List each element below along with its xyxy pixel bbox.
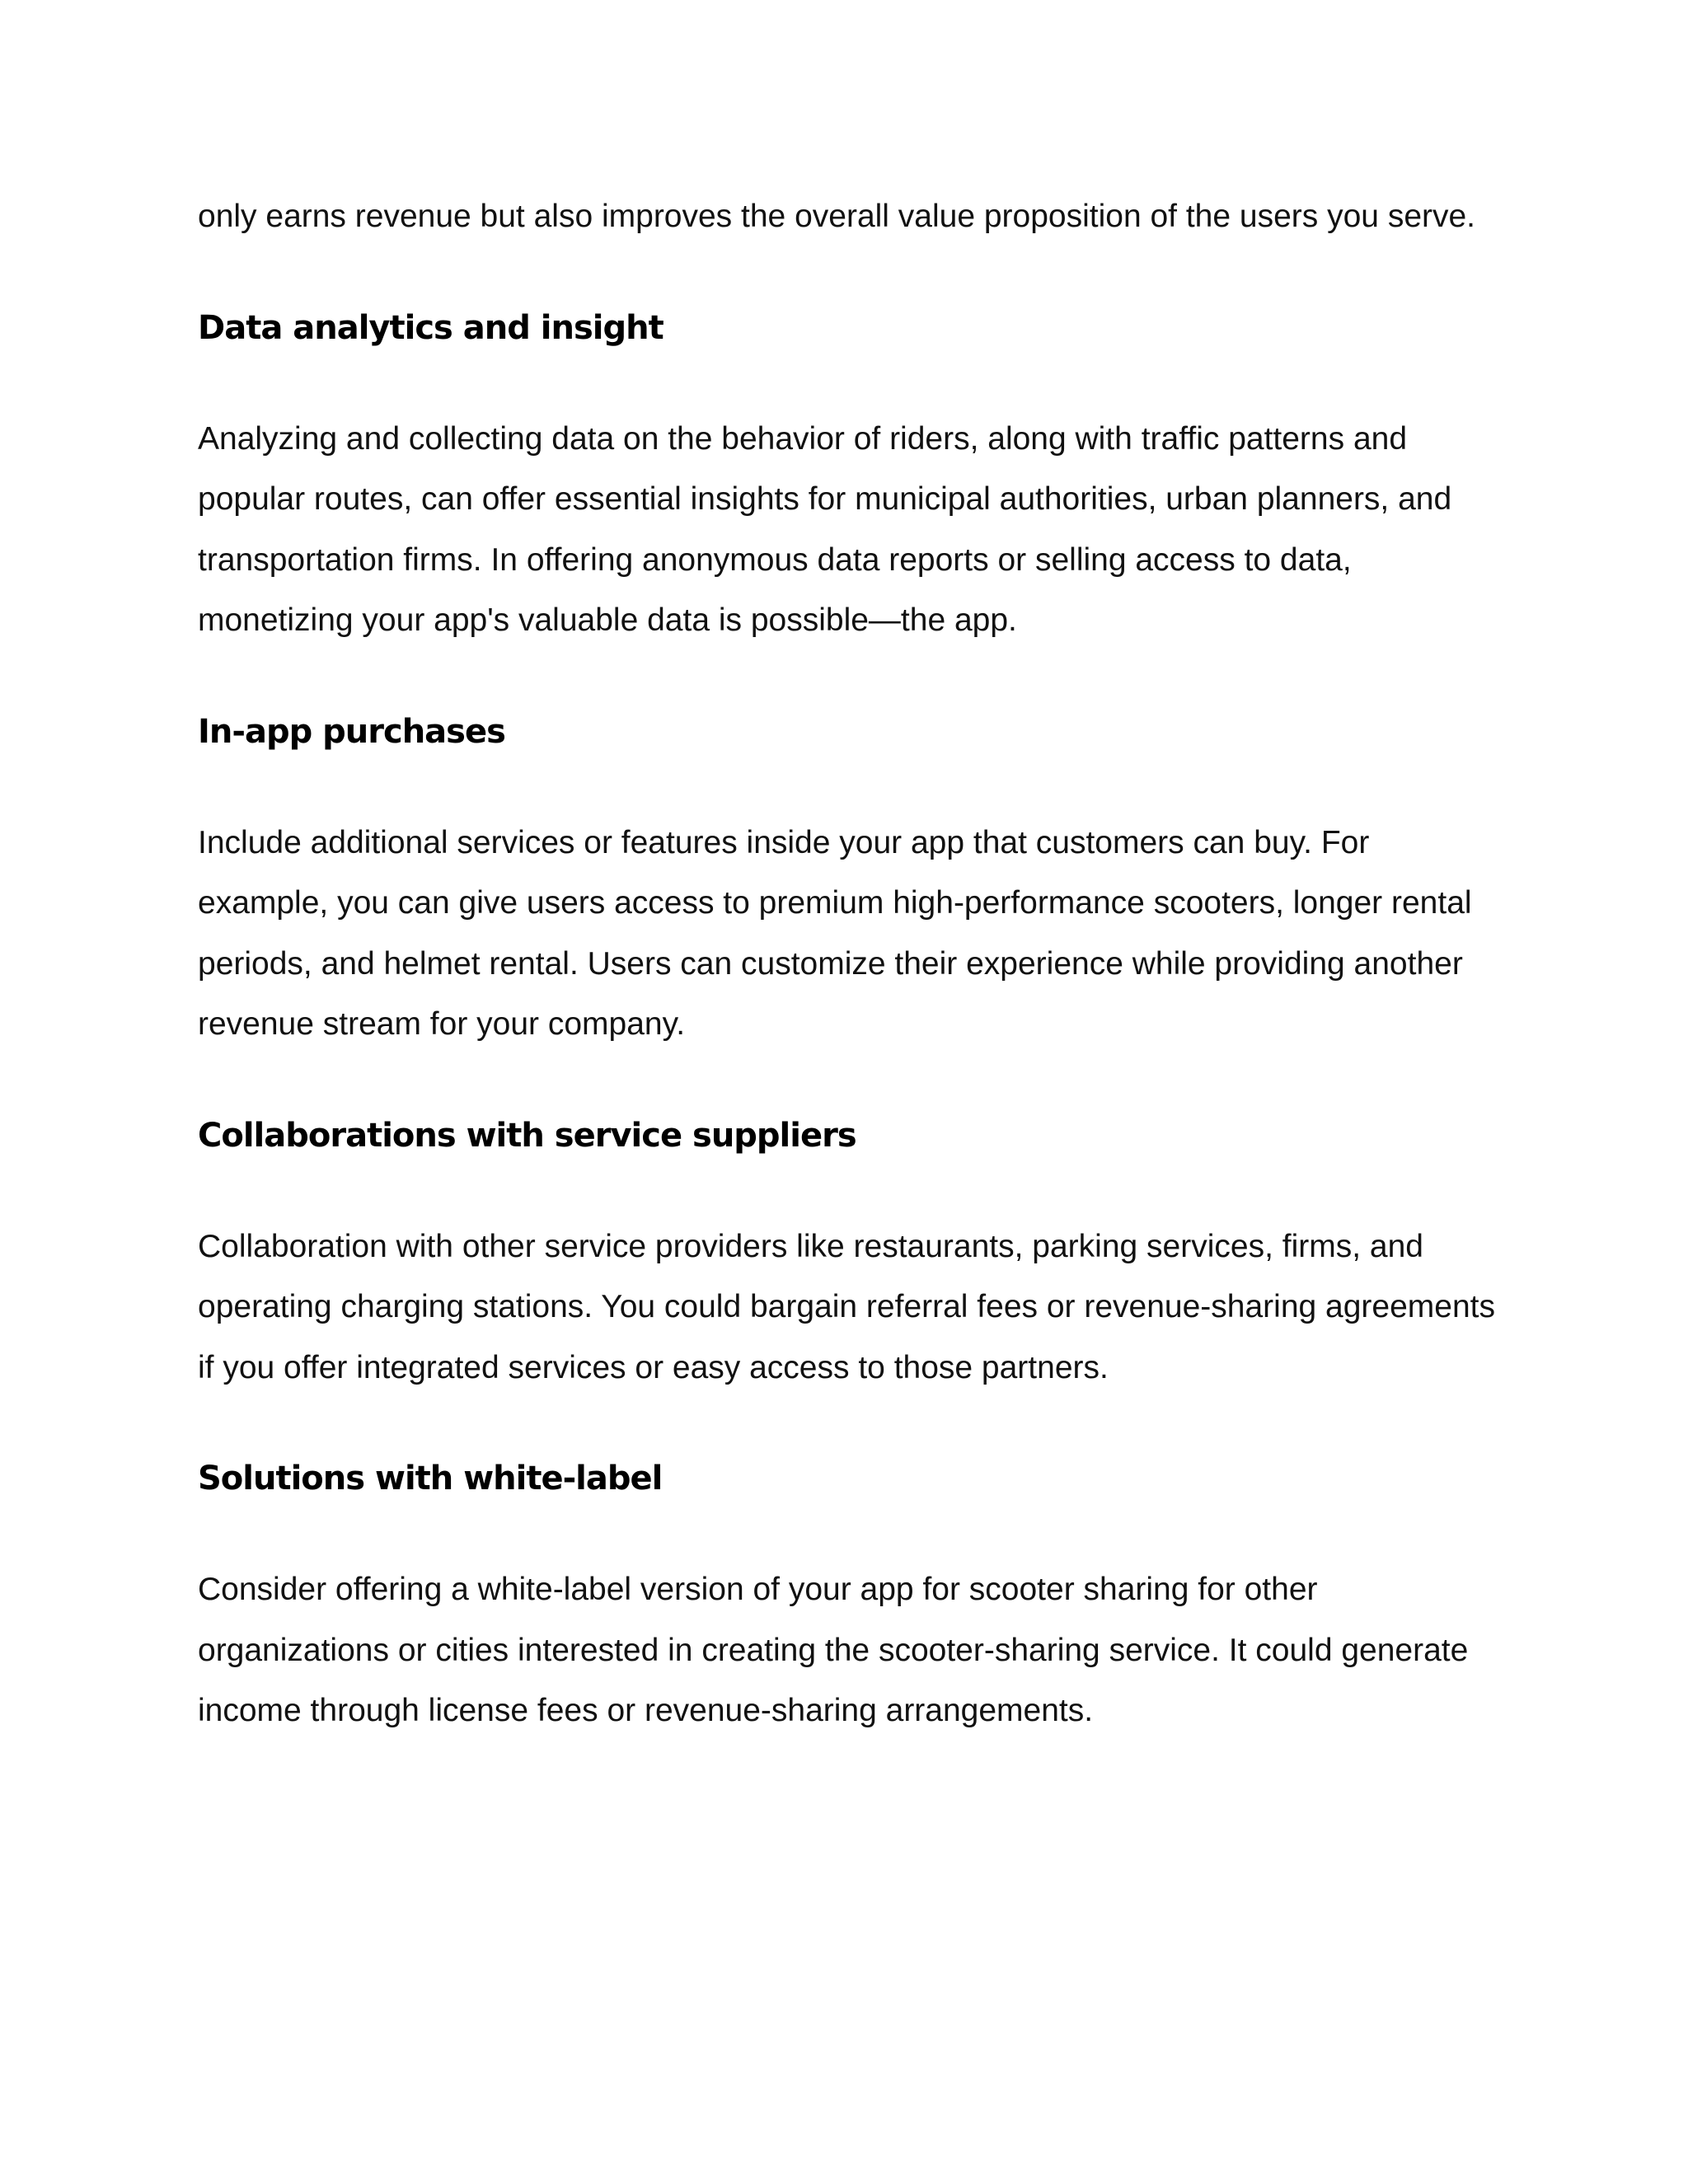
section-heading-in-app-purchases: In-app purchases [198,712,505,751]
spacer [198,1503,1500,1559]
section-heading-collaborations: Collaborations with service suppliers [198,1116,856,1155]
spacer [198,1160,1500,1216]
spacer [198,353,1500,409]
section-body-collaborations: Collaboration with other service providers like restaurants, parking services, firms, and operating charging stations. You could bargain referral fees or revenue-sharing agreements if you offer integrated services or easy access to those partners. [198,1228,1495,1385]
section-body-data-analytics: Analyzing and collecting data on the behavior of riders, along with traffic patterns and popular routes, can offer essential insights for municipal authorities, urban planners, and transportation firms. In offering anonymous data reports or selling access to data, monetizing your app's valuable data is possible—the app. [198,420,1452,638]
spacer [198,757,1500,813]
section-body-white-label: Consider offering a white-label version of your app for scooter sharing for other organizations or cities interested in creating the scooter-sharing service. It could generate income through license fees or revenue-sharing arrangements. [198,1572,1469,1728]
section-heading-white-label: Solutions with white-label [198,1460,663,1497]
spacer [198,247,1500,303]
spacer [198,1398,1500,1454]
section-body-in-app-purchases: Include additional services or features inside your app that customers can buy. For example, you can give users access to premium high-performance scooters, longer rental periods, and helmet rental. Users can customize their experience while providing another revenue stream for your company. [198,824,1472,1042]
document-page [198,186,1500,1741]
intro-paragraph: only earns revenue but also improves the overall value proposition of the users you serve. [198,199,1476,234]
section-heading-data-analytics: Data analytics and insight [198,308,663,347]
spacer [198,651,1500,707]
spacer [198,1055,1500,1111]
